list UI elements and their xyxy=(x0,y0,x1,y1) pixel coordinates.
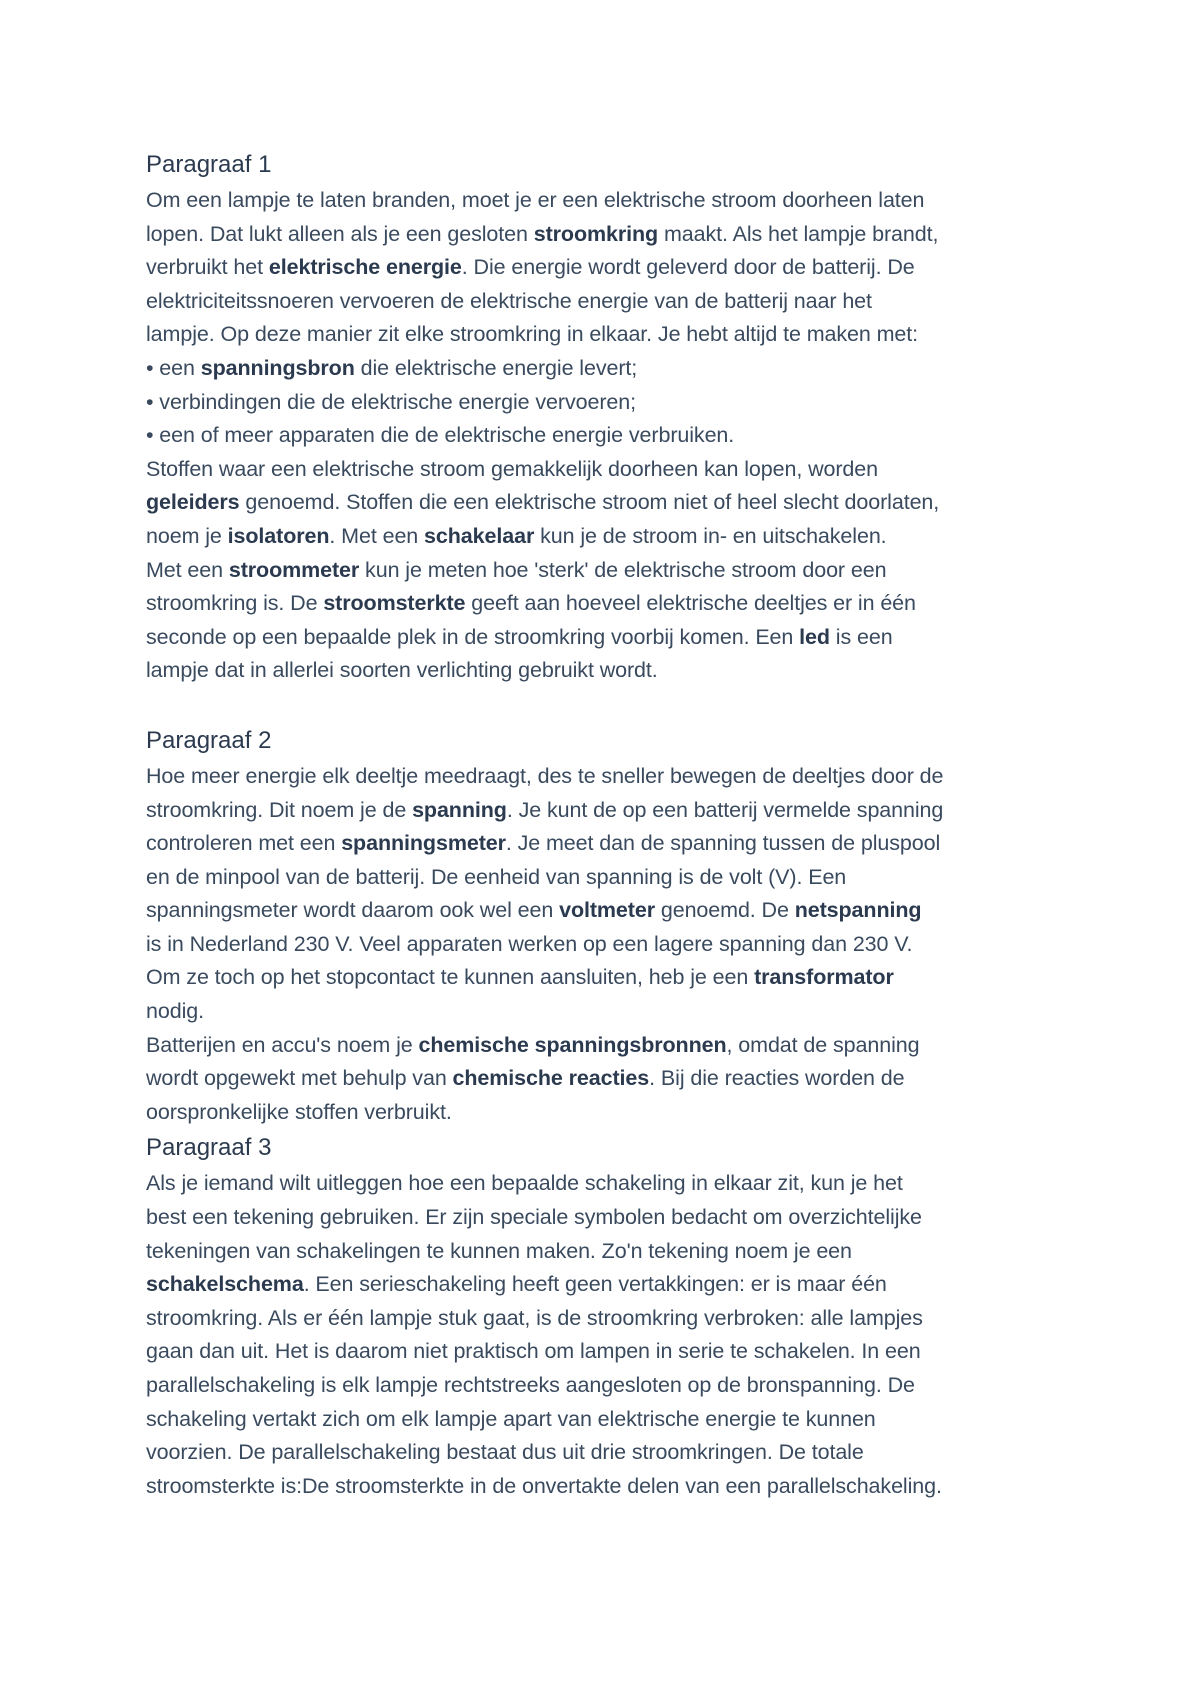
text-run: best een tekening gebruiken. Er zijn speciale symbolen bedacht om overzichtelijke xyxy=(146,1205,922,1230)
text-run: . Een serieschakeling heeft geen vertakkingen: er is maar één xyxy=(303,1272,887,1297)
text-run: oorspronkelijke stoffen verbruikt. xyxy=(146,1099,452,1124)
text-line xyxy=(146,453,1086,487)
section-body xyxy=(146,760,1086,1130)
text-line xyxy=(146,827,1086,861)
text-run: geeft aan hoeveel elektrische deeltjes er in één xyxy=(465,591,916,616)
text-line xyxy=(146,1235,1086,1269)
text-line xyxy=(146,251,1086,285)
text-run: wordt opgewekt met behulp van xyxy=(146,1066,453,1091)
text-line xyxy=(146,861,1086,895)
bold-term: chemische spanningsbronnen xyxy=(418,1032,727,1057)
section-heading: Paragraaf 2 xyxy=(146,726,272,754)
text-run: Batterijen en accu's noem je xyxy=(146,1032,419,1057)
bold-term: isolatoren xyxy=(227,523,330,548)
bold-term: geleiders xyxy=(146,490,240,515)
text-run: spanningsmeter wordt daarom ook wel een xyxy=(146,898,560,923)
document-page xyxy=(146,146,1086,1503)
text-run: Stoffen waar een elektrische stroom gemakkelijk doorheen kan lopen, worden xyxy=(146,456,878,481)
section-paragraaf-2 xyxy=(146,722,1086,1130)
text-run: schakeling vertakt zich om elk lampje apart van elektrische energie te kunnen xyxy=(146,1406,876,1431)
section-paragraaf-1 xyxy=(146,146,1086,688)
text-line xyxy=(146,352,1086,386)
text-run: . Die energie wordt geleverd door de batterij. De xyxy=(461,255,915,280)
text-run: . Bij die reacties worden de xyxy=(649,1066,905,1091)
section-paragraaf-3 xyxy=(146,1129,1086,1503)
text-line xyxy=(146,486,1086,520)
text-run: parallelschakeling is elk lampje rechtstreeks aangesloten op de bronspanning. De xyxy=(146,1373,915,1397)
text-line xyxy=(146,1302,1086,1336)
text-line xyxy=(146,1403,1086,1437)
text-run: nodig. xyxy=(146,999,204,1024)
text-line xyxy=(146,654,1086,688)
text-run: stroomkring. Dit noem je de xyxy=(146,797,413,822)
text-line xyxy=(146,520,1086,554)
text-line xyxy=(146,1167,1086,1201)
section-heading: Paragraaf 1 xyxy=(146,151,272,178)
section-spacer xyxy=(146,688,1086,722)
text-run: lampje dat in allerlei soorten verlichting gebruikt wordt. xyxy=(146,658,658,683)
text-line xyxy=(146,621,1086,655)
text-run: verbruikt het xyxy=(146,255,269,280)
text-line xyxy=(146,1268,1086,1302)
text-line xyxy=(146,794,1086,828)
section-body xyxy=(146,1167,1086,1503)
bold-term: spanningsbron xyxy=(200,355,355,380)
text-run: . Je kunt de op een batterij vermelde spanning xyxy=(506,797,944,822)
text-line xyxy=(146,894,1086,928)
text-run: genoemd. De xyxy=(654,898,795,923)
text-run: tekeningen van schakelingen te kunnen maken. Zo'n tekening noem je een xyxy=(146,1238,852,1263)
text-run: seconde op een bepaalde plek in de stroomkring voorbij komen. Een xyxy=(146,624,800,649)
text-run: is een xyxy=(829,624,893,649)
text-line xyxy=(146,218,1086,252)
text-run: • een of meer apparaten die de elektrische energie verbruiken. xyxy=(146,423,735,448)
text-run: Als je iemand wilt uitleggen hoe een bepaalde schakeling in elkaar zit, kun je het xyxy=(146,1171,903,1196)
text-line xyxy=(146,928,1086,962)
text-run: stroomkring. Als er één lampje stuk gaat, is de stroomkring verbroken: alle lampjes xyxy=(146,1305,923,1330)
text-run: stroomkring is. De xyxy=(146,591,324,616)
bold-term: led xyxy=(799,624,830,649)
text-run: • een xyxy=(146,355,201,380)
text-run: noem je xyxy=(146,523,228,548)
bold-term: chemische reacties xyxy=(452,1066,650,1091)
text-run: Met een xyxy=(146,557,229,582)
bold-term: voltmeter xyxy=(559,898,655,923)
text-line xyxy=(146,1335,1086,1369)
bold-term: stroommeter xyxy=(228,557,360,582)
bold-term: elektrische energie xyxy=(268,255,462,280)
text-line xyxy=(146,554,1086,588)
text-run: lampje. Op deze manier zit elke stroomkring in elkaar. Je hebt altijd te maken met: xyxy=(146,322,919,347)
text-line xyxy=(146,419,1086,453)
text-line xyxy=(146,285,1086,319)
text-line xyxy=(146,760,1086,794)
text-run: gaan dan uit. Het is daarom niet praktisch om lampen in serie te schakelen. In een xyxy=(146,1339,921,1364)
section-body xyxy=(146,184,1086,688)
text-line xyxy=(146,1470,1086,1504)
text-line xyxy=(146,184,1086,218)
text-line xyxy=(146,1436,1086,1470)
text-run: maakt. Als het lampje brandt, xyxy=(658,221,939,246)
bold-term: transformator xyxy=(754,965,894,990)
text-line xyxy=(146,961,1086,995)
text-run: . Met een xyxy=(329,523,425,548)
text-run: • verbindingen die de elektrische energie vervoeren; xyxy=(146,389,636,414)
text-run: Om een lampje te laten branden, moet je er een elektrische stroom doorheen laten xyxy=(146,188,925,212)
text-line xyxy=(146,1096,1086,1130)
text-line xyxy=(146,318,1086,352)
text-run: kun je de stroom in- en uitschakelen. xyxy=(534,523,887,548)
bold-term: schakelschema xyxy=(146,1272,304,1297)
bold-term: spanningsmeter xyxy=(341,831,506,856)
text-run: genoemd. Stoffen die een elektrische stroom niet of heel slecht doorlaten, xyxy=(239,490,940,515)
text-line xyxy=(146,995,1086,1029)
text-run: lopen. Dat lukt alleen als je een gesloten xyxy=(146,221,534,246)
text-run: stroomsterkte is:De stroomsterkte in de onvertakte delen van een parallelschakeling. xyxy=(146,1473,942,1498)
bold-term: netspanning xyxy=(794,898,922,923)
text-run: Om ze toch op het stopcontact te kunnen aansluiten, heb je een xyxy=(146,965,755,990)
section-heading: Paragraaf 3 xyxy=(146,1134,272,1162)
text-line xyxy=(146,1201,1086,1235)
text-run: voorzien. De parallelschakeling bestaat dus uit drie stroomkringen. De totale xyxy=(146,1440,864,1465)
text-run: , omdat de spanning xyxy=(726,1032,920,1057)
text-run: en de minpool van de batterij. De eenheid van spanning is de volt (V). Een xyxy=(146,864,847,889)
text-run: elektriciteitssnoeren vervoeren de elektrische energie van de batterij naar het xyxy=(146,288,872,313)
bold-term: stroomkring xyxy=(533,221,659,246)
text-run: controleren met een xyxy=(146,831,342,856)
text-line xyxy=(146,587,1086,621)
text-line xyxy=(146,1062,1086,1096)
bold-term: stroomsterkte xyxy=(323,591,466,616)
text-run: Hoe meer energie elk deeltje meedraagt, des te sneller bewegen de deeltjes door de xyxy=(146,763,944,788)
text-line xyxy=(146,386,1086,420)
bold-term: spanning xyxy=(412,797,507,822)
text-run: . Je meet dan de spanning tussen de pluspool xyxy=(505,831,941,856)
bold-term: schakelaar xyxy=(424,523,535,548)
text-run: is in Nederland 230 V. Veel apparaten werken op een lagere spanning dan 230 V. xyxy=(146,931,913,956)
text-run: kun je meten hoe 'sterk' de elektrische stroom door een xyxy=(359,557,887,582)
text-line xyxy=(146,1029,1086,1063)
text-run: die elektrische energie levert; xyxy=(354,355,638,380)
text-line xyxy=(146,1369,1086,1403)
